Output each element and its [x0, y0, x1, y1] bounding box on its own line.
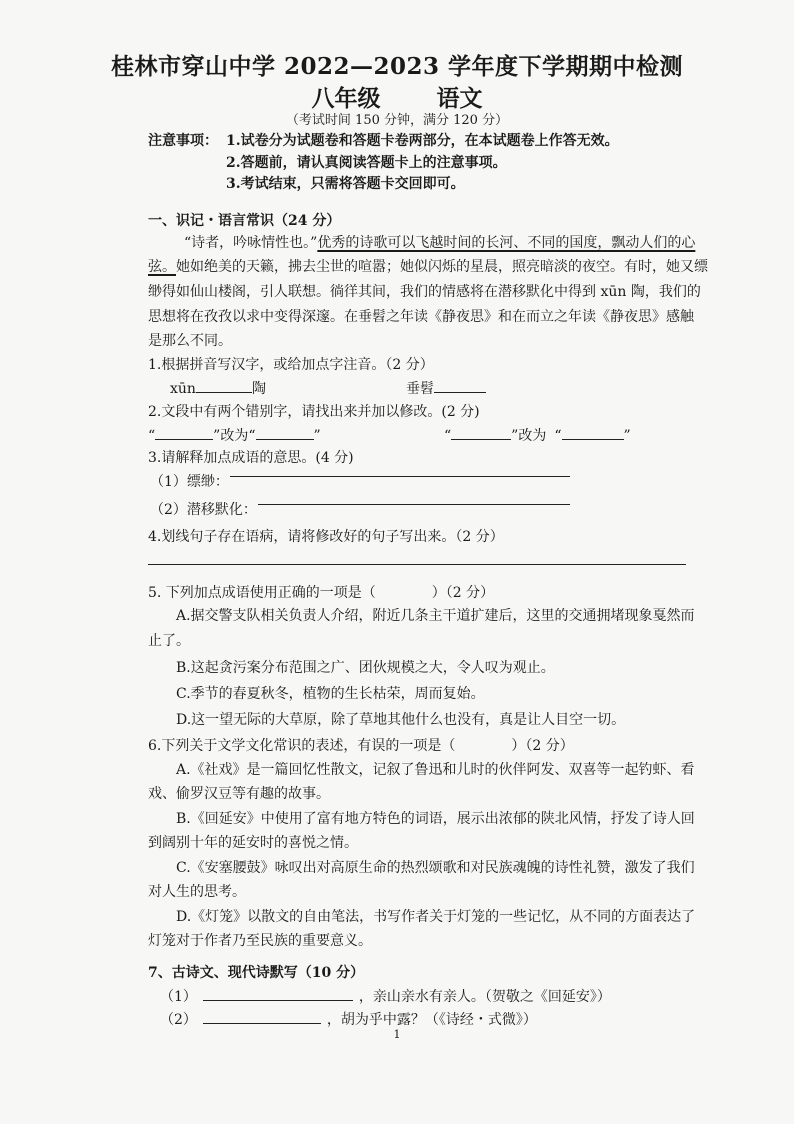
answer-line[interactable] — [148, 564, 686, 565]
answer-blank[interactable] — [562, 424, 624, 440]
option-b-cont: 到阔别十年的延安时的喜悦之情。 — [148, 835, 358, 851]
answer-blank[interactable] — [203, 985, 353, 1001]
passage-quote: “诗者，吟咏情性也。” — [184, 235, 318, 251]
question-3: 3.请解释加点成语的意思。(4 分) — [148, 450, 354, 466]
question-1: 1.根据拼音写汉字，或给加点字注音。（2 分） — [148, 357, 434, 373]
option-b: B.《回延安》中使用了富有地方特色的词语，展示出浓郁的陕北风情，抒发了诗人回 — [176, 811, 695, 827]
q1-answer-b: 垂髫 — [406, 377, 486, 398]
q3-label-a: （1）缥缈： — [150, 474, 229, 490]
passage-line: 缈得如仙山楼阁，引人联想。徜徉其间，我们的情感将在潜移默化中得到 xūn 陶，我们的 — [148, 284, 701, 300]
q3-label-b: （2）潜移默化： — [150, 502, 257, 518]
exam-title: 桂林市穿山中学 2022—2023 学年度下学期期中检测 — [110, 53, 684, 80]
answer-blank[interactable] — [434, 377, 486, 393]
option-d: D.《灯笼》以散文的自由笔法，书写作者关于灯笼的一些记忆，从不同的方面表达了 — [176, 909, 696, 925]
recite-line-1: （1） ，亲山亲水有亲人。（贺敬之《回延安》） — [160, 985, 611, 1006]
answer-blank[interactable] — [451, 424, 511, 440]
q2-answer-1: “ ”改为“ ” — [148, 424, 321, 445]
answer-line[interactable] — [230, 476, 570, 477]
passage-line — [184, 232, 695, 252]
option-c-cont: 对人生的思考。 — [148, 884, 246, 900]
answer-blank[interactable] — [196, 377, 252, 393]
option-d: D.这一望无际的大草原，除了草地其他什么也没有，真是让人目空一切。 — [176, 712, 626, 728]
option-a-cont: 戏、偷罗汉豆等有趣的故事。 — [148, 786, 330, 802]
passage-line: 是那么不同。 — [148, 333, 232, 349]
question-4: 4.划线句子存在语病，请将修改好的句子写出来。（2 分） — [148, 529, 504, 545]
subject: 语文 — [436, 85, 483, 112]
notice-item: 2.答题前，请认真阅读答题卡上的注意事项。 — [226, 155, 507, 171]
answer-blank[interactable] — [155, 424, 213, 440]
question-2: 2.文段中有两个错别字，请找出来并加以修改。(2 分) — [148, 404, 480, 420]
recite-line-2: （2） ，胡为乎中露？（《诗经・式微》） — [160, 1008, 537, 1029]
question-5: 5. 下列加点成语使用正确的一项是（ ）（2 分） — [148, 585, 495, 601]
option-c: C.季节的春夏秋冬，植物的生长枯荣，周而复始。 — [176, 686, 485, 702]
q1-answer-a: xūn 陶 — [170, 377, 266, 398]
option-a: A.《社戏》是一篇回忆性散文，记叙了鲁迅和儿时的伙伴阿发、双喜等一起钓虾、看 — [176, 762, 695, 778]
notice-label: 注意事项： — [148, 133, 218, 149]
notice-item: 1.试卷分为试题卷和答题卡卷两部分，在本试题卷上作答无效。 — [226, 133, 619, 149]
option-d-cont: 灯笼对于作者乃至民族的重要意义。 — [148, 933, 372, 949]
answer-blank[interactable] — [203, 1008, 321, 1024]
passage-text: 她如绝美的天籁，拂去尘世的喧嚣；她似闪烁的星晨，照亮暗淡的夜空。有时，她又缥 — [176, 259, 708, 275]
exam-info: （考试时间 150 分钟，满分 120 分） — [285, 113, 509, 128]
question-6: 6.下列关于文学文化常识的表述，有误的一项是（ ）（2 分） — [148, 738, 574, 754]
option-b: B.这起贪污案分布范围之广、团伙规模之大，令人叹为观止。 — [176, 660, 555, 676]
q2-answer-2: “ ”改为 “ ” — [444, 424, 631, 445]
option-a: A.据交警支队相关负责人介绍，附近几条主干道扩建后，这里的交通拥堵现象戛然而 — [176, 608, 695, 624]
option-c: C.《安塞腰鼓》咏叹出对高原生命的热烈颂歌和对民族魂魄的诗性礼赞，激发了我们 — [176, 860, 695, 876]
option-a-cont: 止了。 — [148, 633, 190, 649]
answer-line[interactable] — [258, 504, 570, 505]
passage-line: 思想将在孜孜以求中变得深邃。在垂髫之年读《静夜思》和在而立之年读《静夜思》感触 — [148, 309, 694, 325]
section-heading: 一、识记・语言常识（24 分） — [148, 213, 341, 229]
section-heading: 7、古诗文、现代诗默写（10 分） — [148, 965, 365, 981]
answer-blank[interactable] — [256, 424, 314, 440]
grade: 八年级 — [311, 85, 381, 112]
page-number: 1 — [393, 1028, 401, 1041]
underlined-sentence-end: 弦。 — [148, 259, 176, 275]
underlined-sentence: 优秀的诗歌可以飞越时间的长河、不同的国度，飘动人们的心 — [317, 235, 696, 251]
passage-line — [148, 256, 708, 276]
notice-item: 3.考试结束，只需将答题卡交回即可。 — [226, 176, 465, 192]
